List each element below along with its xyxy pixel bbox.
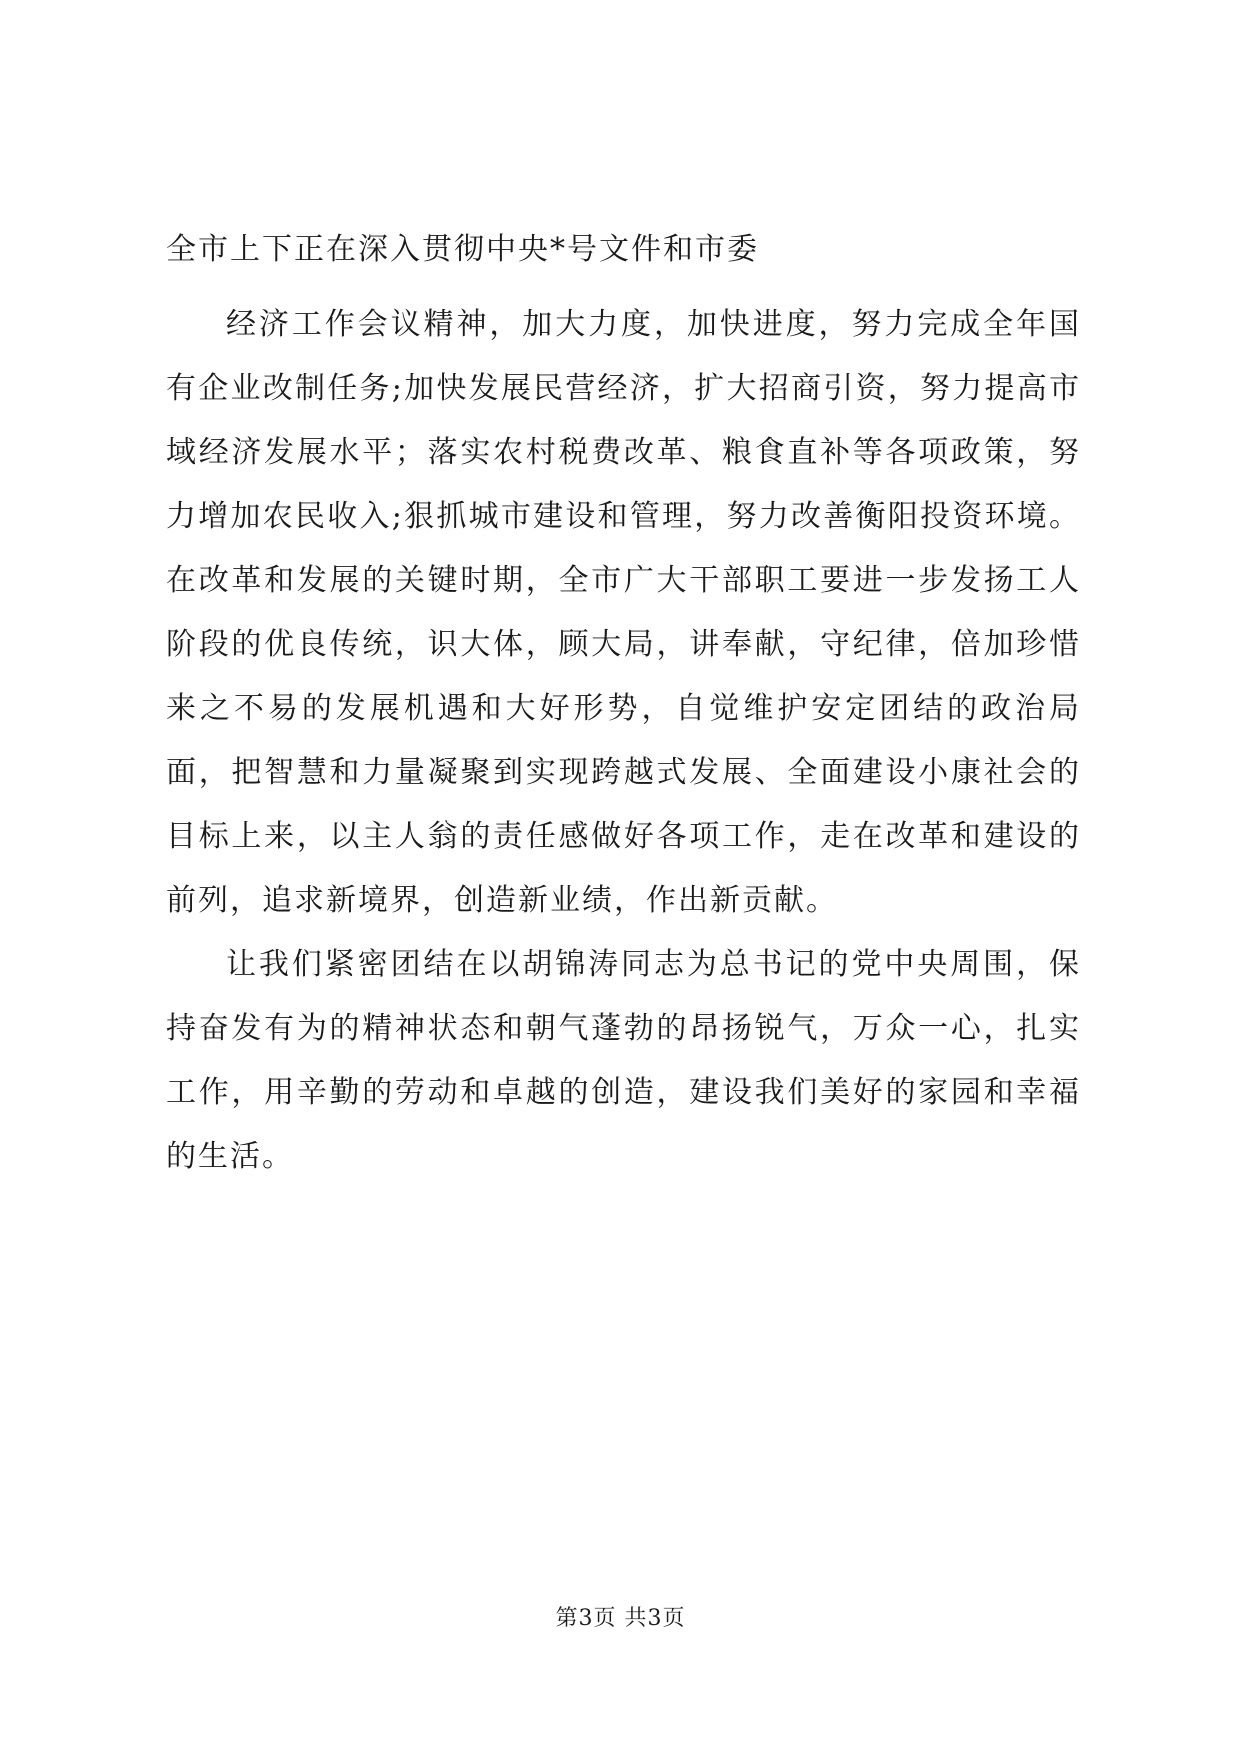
paragraph-closing-call: 让我们紧密团结在以胡锦涛同志为总书记的党中央周围，保持奋发有为的精神状态和朝气蓬勃的昂扬锐气，万众一心，扎实工作，用辛勤的劳动和卓越的创造，建设我们美好的家园和幸福的生活。 [166,947,1081,1174]
continuation-line: 全市上下正在深入贯彻中央*号文件和市委 [166,232,759,267]
document-body [166,230,1081,1189]
paragraph-economic-work: 经济工作会议精神，加大力度，加快进度，努力完成全年国有企业改制任务;加快发展民营经济，扩大招商引资，努力提高市域经济发展水平；落实农村税费改革、粮食直补等各项政策，努力增加农民收入;狠抓城市建设和管理，努力改善衡阳投资环境。在改革和发展的关键时期，全市广大干部职工要进一步发扬工人阶段的优良传统，识大体，顾大局，讲奉献，守纪律，倍加珍惜来之不易的发展机遇和大好形势，自觉维护安定团结的政治局面，把智慧和力量凝聚到实现跨越式发展、全面建设小康社会的目标上来，以主人翁的责任感做好各项工作，走在改革和建设的前列，追求新境界，创造新业绩，作出新贡献。 [166,307,1081,918]
page-number-footer: 第3页 共3页 [555,1606,686,1631]
